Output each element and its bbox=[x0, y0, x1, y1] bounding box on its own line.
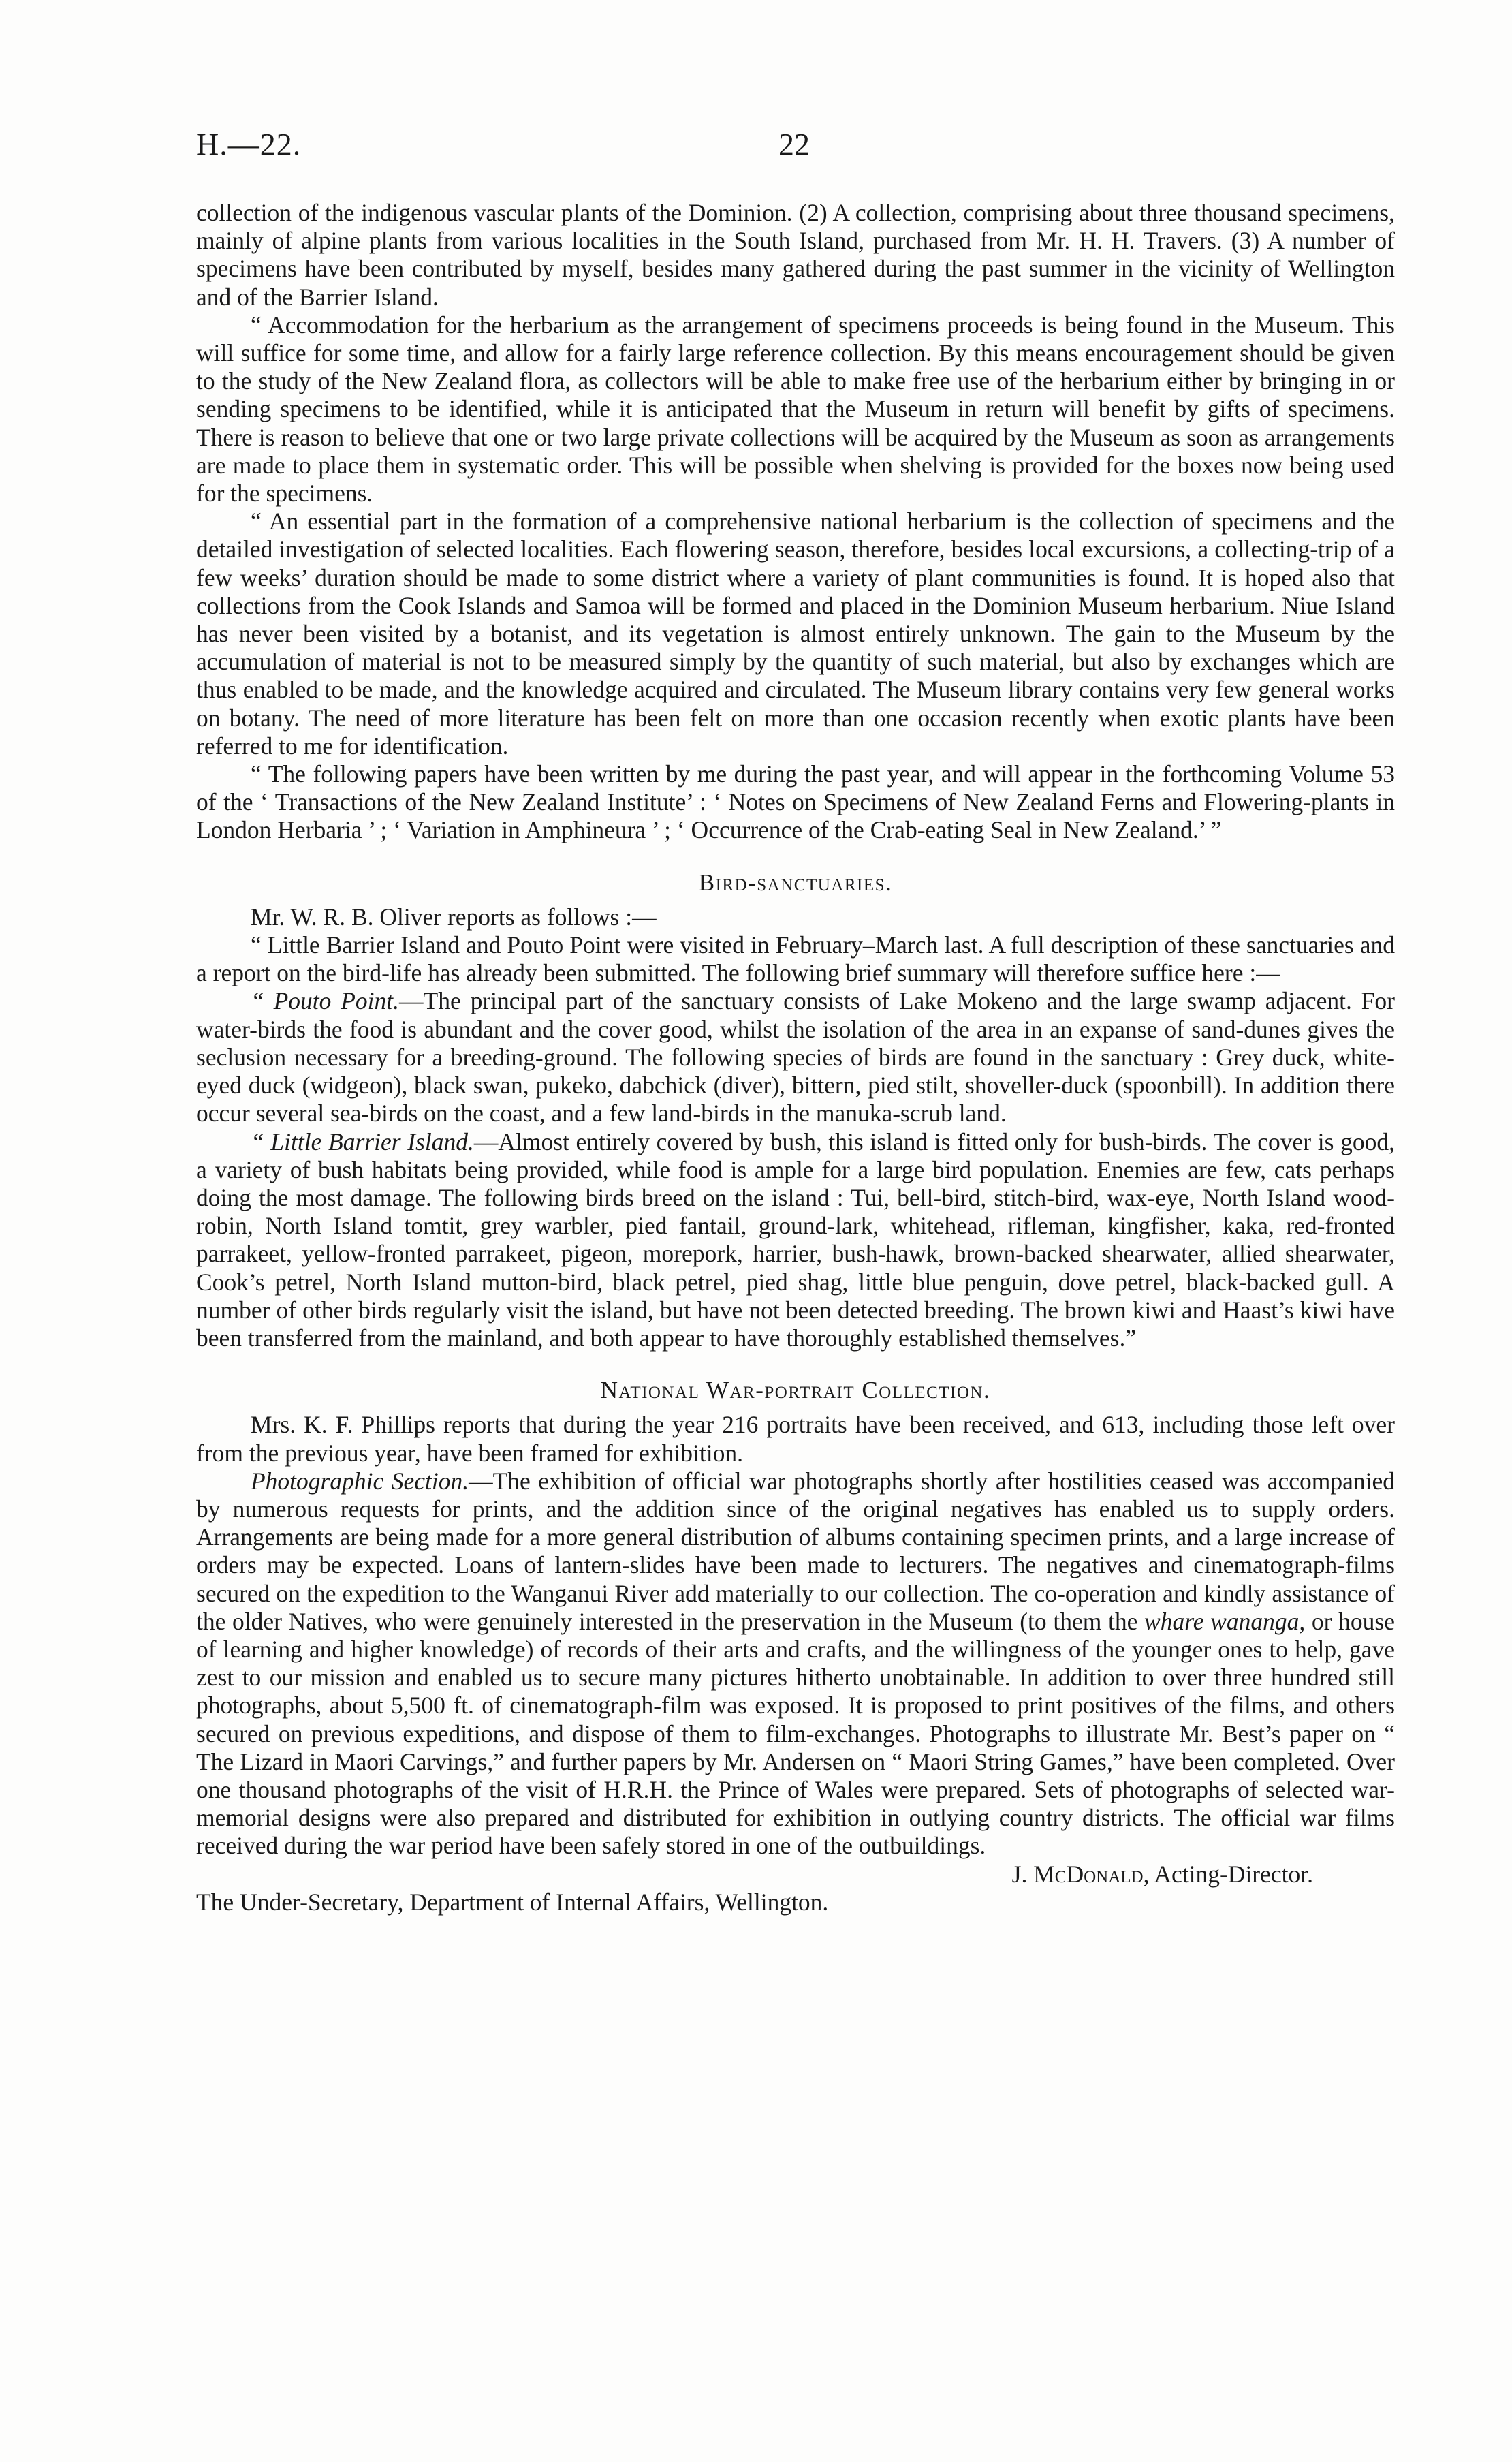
paragraph bbox=[196, 1128, 1395, 1353]
paragraph-lead: “ Pouto Point. bbox=[251, 987, 400, 1015]
page-header bbox=[196, 124, 1395, 165]
section-heading-war-portrait: National War-portrait Collection. bbox=[600, 1377, 991, 1404]
paragraph-lead: “ Little Barrier Island. bbox=[251, 1127, 474, 1155]
paragraph: “ Accommodation for the herbarium as the arrangement of specimens proceeds is being found in the Museum. This will suffice for some time, and allow for a fairly large reference collection. By this means encouragement should be given to the study of the New Zealand flora, as collectors will be able to make free use of the herbarium either by bringing in or sending specimens to be identified, while it is anticipated that the Museum in return will benefit by gifts of specimens. There is reason to believe that one or two large private collections will be acquired by the Museum as soon as arrangements are made to place them in systematic order. This will be possible when shelving is provided for the boxes now being used for the specimens. bbox=[196, 311, 1395, 508]
maori-term: whare wananga, bbox=[1144, 1607, 1306, 1635]
paragraph: Mrs. K. F. Phillips reports that during the year 216 portraits have been received, and 613, including those left over from the previous year, have been framed for exhibition. bbox=[196, 1411, 1395, 1467]
paragraph: “ An essential part in the formation of a comprehensive national herbarium is the collection of specimens and the detailed investigation of selected localities. Each flowering season, therefore, besides local excursions, a collecting-trip of a few weeks’ duration should be made to some district where a variety of plant communities is found. It is hoped also that collections from the Cook Islands and Samoa will be formed and placed in the Dominion Museum herbarium. Niue Island has never been visited by a botanist, and its vegetation is almost entirely unknown. The gain to the Museum by the accumulation of material is not to be measured simply by the quantity of such material, but also by exchanges which are thus enabled to be made, and the knowledge acquired and circulated. The Museum library contains very few general works on botany. The need of more literature has been felt on more than one occasion recently when exotic plants have been referred to me for identification. bbox=[196, 508, 1395, 760]
paragraph bbox=[196, 987, 1395, 1127]
signatory-name: McDonald bbox=[1033, 1860, 1144, 1888]
paragraph bbox=[196, 1467, 1395, 1860]
signatory-initial: J. bbox=[1011, 1860, 1034, 1888]
paragraph: “ Little Barrier Island and Pouto Point were visited in February–March last. A full description of these sanctuaries and a report on the bird-life has already been submitted. The following brief summary will therefore suffice here :— bbox=[196, 931, 1395, 987]
page-body bbox=[196, 199, 1395, 1916]
paragraph-lead: Photographic Section. bbox=[251, 1467, 469, 1495]
page-number: 22 bbox=[778, 127, 810, 161]
paragraph-text: —Almost entirely covered by bush, this island is fitted only for bush-birds. The cover is good, a variety of bush habitats being provided, while food is ample for a large bird population. Enemies are few, cats perhaps doing the most damage. The following birds breed on the island : Tui, bell-bird, stitch-bird, wax-eye, North Island wood-robin, North Island tomtit, grey warbler, pied fantail, ground-lark, whitehead, rifleman, kingfisher, kaka, red-fronted parrakeet, yellow-fronted parrakeet, pigeon, morepork, harrier, bush-hawk, brown-backed shearwater, allied shearwater, Cook’s petrel, North Island mutton-bird, black petrel, pied shag, little blue penguin, dove petrel, black-backed gull. A number of other birds regularly visit the island, but have not been detected breeding. The brown kiwi and Haast’s kiwi have been transferred from the mainland, and both appear to have thoroughly established themselves.” bbox=[196, 1127, 1395, 1352]
addressee-line: The Under-Secretary, Department of Internal Affairs, Wellington. bbox=[196, 1888, 829, 1916]
signature-line bbox=[196, 1860, 1395, 1888]
reporter-line: Mr. W. R. B. Oliver reports as follows :— bbox=[251, 903, 657, 931]
paragraph-text: —The principal part of the sanctuary consists of Lake Mokeno and the large swamp adjacent. For water-birds the food is abundant and the cover good, whilst the isolation of the area in an expanse of sand-dunes gives the seclusion necessary for a breeding-ground. The following species of birds are found in the sanctuary : Grey duck, white-eyed duck (widgeon), black swan, pukeko, dabchick (diver), bittern, pied stilt, shoveller-duck (spoonbill). In addition there occur several sea-birds on the coast, and a few land-birds in the manuka-scrub land. bbox=[196, 987, 1395, 1127]
paragraph: “ The following papers have been written by me during the past year, and will appear in the forthcoming Volume 53 of the ‘ Transactions of the New Zealand Institute’ : ‘ Notes on Specimens of New Zealand Ferns and Flowering-plants in London Herbaria ’ ; ‘ Variation in Amphineura ’ ; ‘ Occurrence of the Crab-eating Seal in New Zealand.’ ” bbox=[196, 760, 1395, 844]
paragraph-text: —The exhibition of official war photographs shortly after hostilities ceased was accompanied by numerous requests for prints, and the addition since of the original negatives has enabled us to supply orders. Arrangements are being made for a more general distribution of albums containing specimen prints, and a large increase of orders may be expected. Loans of lantern-slides have been made to lecturers. The negatives and cinematograph-films secured on the expedition to the Wanganui River add materially to our collection. The co-operation and kindly assistance of the older Natives, who were genuinely interested in the preservation in the Museum (to them the bbox=[196, 1467, 1395, 1635]
signatory-title: , Acting-Director. bbox=[1143, 1860, 1313, 1888]
document-reference: H.—22. bbox=[196, 127, 302, 161]
section-heading-bird-sanctuaries: Bird-sanctuaries. bbox=[698, 869, 893, 896]
paragraph: collection of the indigenous vascular plants of the Dominion. (2) A collection, comprising about three thousand specimens, mainly of alpine plants from various localities in the South Island, purchased from Mr. H. H. Travers. (3) A number of specimens have been contributed by myself, besides many gathered during the past summer in the vicinity of Wellington and of the Barrier Island. bbox=[196, 199, 1395, 311]
paragraph-text: or house of learning and higher knowledge) of records of their arts and crafts, and the willingness of the younger ones to help, gave zest to our mission and enabled us to secure many pictures hitherto unobtainable. In addition to over three hundred still photographs, about 5,500 ft. of cinematograph-film was exposed. It is proposed to print positives of the films, and others secured on previous expeditions, and dispose of them to film-exchanges. Photographs to illustrate Mr. Best’s paper on “ The Lizard in Maori Carvings,” and further papers by Mr. Andersen on “ Maori String Games,” have been completed. Over one thousand photographs of the visit of H.R.H. the Prince of Wales were prepared. Sets of photographs of selected war-memorial designs were also prepared and distributed for exhibition in outlying country districts. The official war films received during the war period have been safely stored in one of the outbuildings. bbox=[196, 1607, 1395, 1860]
